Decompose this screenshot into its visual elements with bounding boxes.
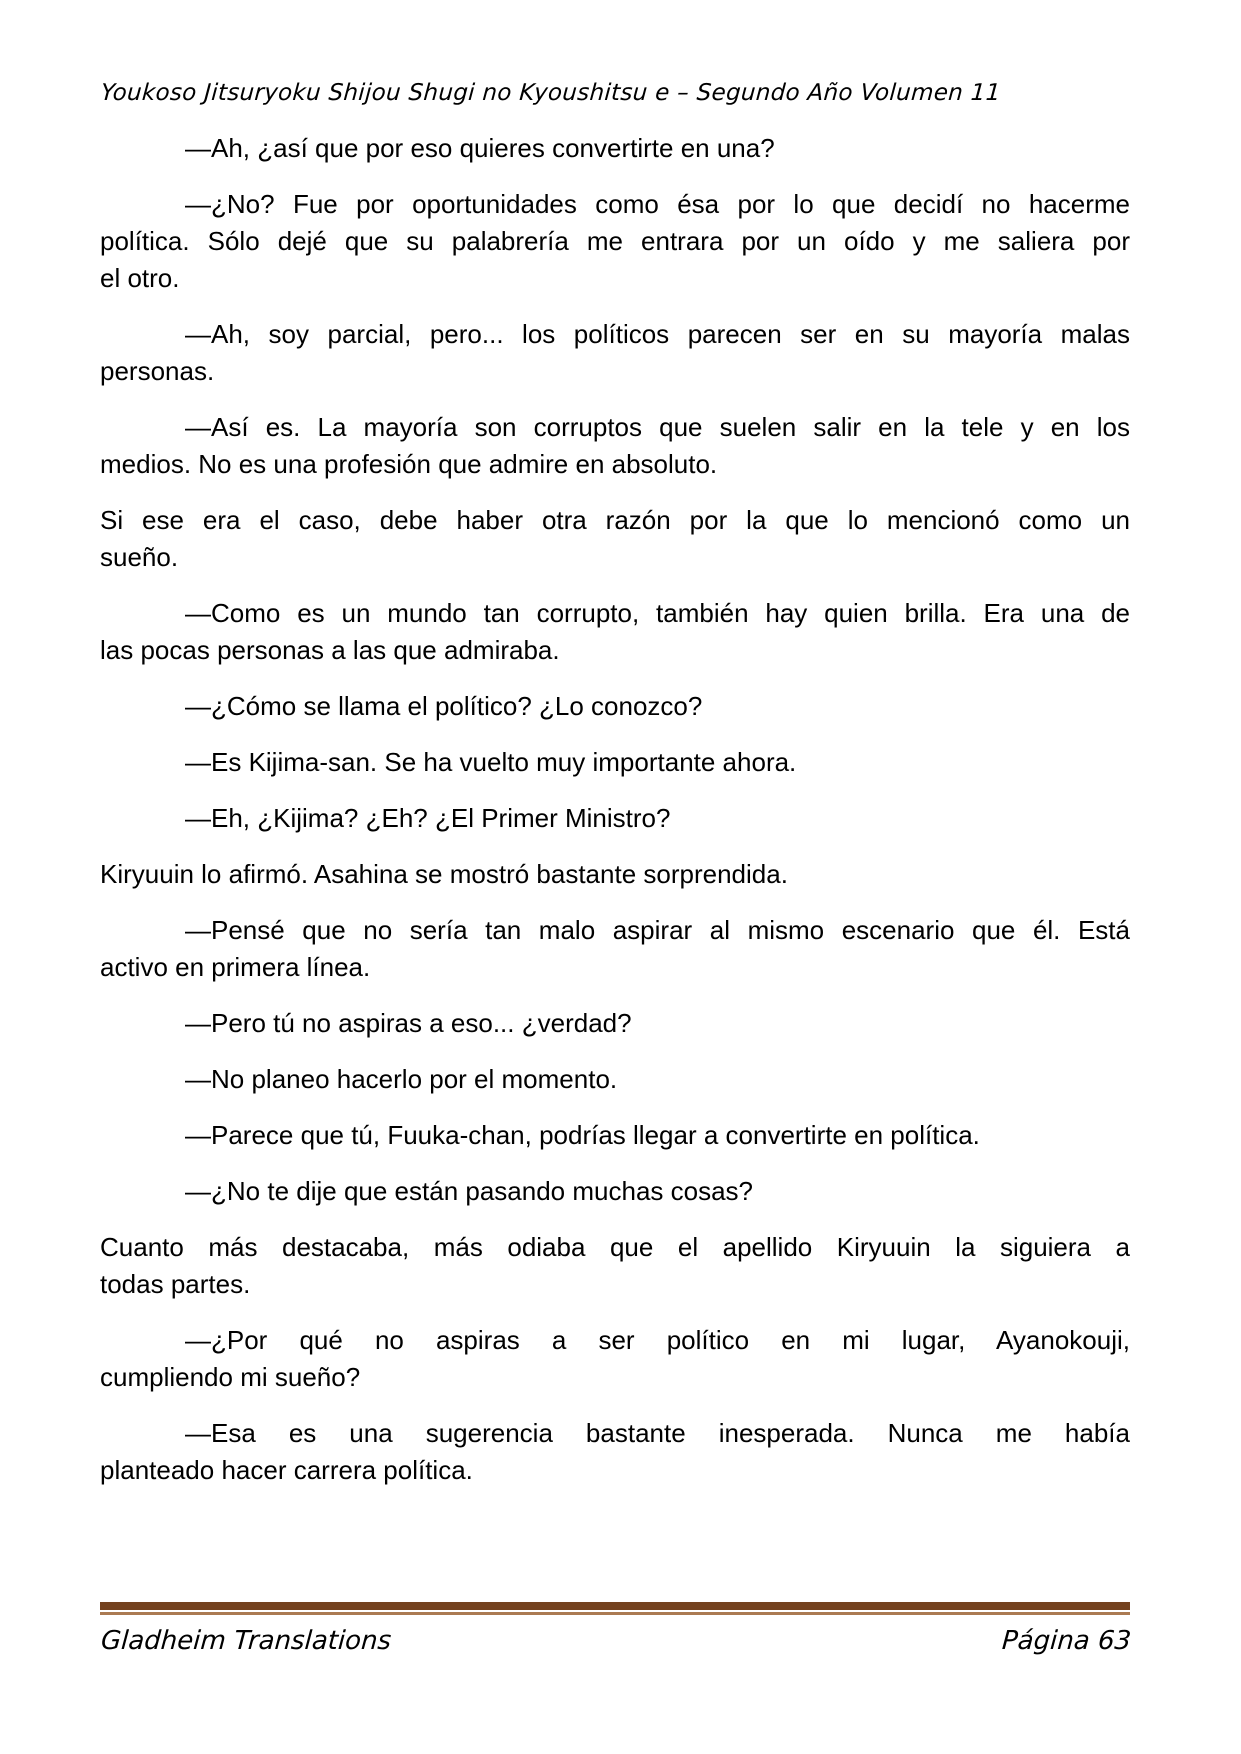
text-line: Cuanto más destacaba, más odiaba que el apellido Kiryuuin la siguiera a xyxy=(100,1232,1130,1262)
paragraph xyxy=(100,1061,1130,1098)
text-line: Kiryuuin lo afirmó. Asahina se mostró bastante sorprendida. xyxy=(100,859,788,889)
text-line: medios. No es una profesión que admire en absoluto. xyxy=(100,449,718,479)
footer-rule-thick xyxy=(100,1602,1130,1610)
text-line: —No planeo hacerlo por el momento. xyxy=(185,1064,618,1094)
paragraph xyxy=(100,1117,1130,1154)
paragraph xyxy=(100,1415,1130,1489)
paragraph xyxy=(100,1322,1130,1396)
text-line: Si ese era el caso, debe haber otra razón por la que lo mencionó como un xyxy=(100,505,1130,535)
paragraph xyxy=(100,1229,1130,1303)
text-line: —¿No? Fue por oportunidades como ésa por lo que decidí no hacerme xyxy=(185,189,1130,219)
text-line: —Ah, soy parcial, pero... los políticos parecen ser en su mayoría malas xyxy=(185,319,1130,349)
text-line: todas partes. xyxy=(100,1269,251,1299)
text-line: el otro. xyxy=(100,263,180,293)
paragraph xyxy=(100,856,1130,893)
text-line: —Pensé que no sería tan malo aspirar al mismo escenario que él. Está xyxy=(185,915,1130,945)
paragraph xyxy=(100,186,1130,297)
paragraph xyxy=(100,502,1130,576)
text-line: —Así es. La mayoría son corruptos que suelen salir en la tele y en los xyxy=(185,412,1130,442)
text-line: cumpliendo mi sueño? xyxy=(100,1362,361,1392)
footer-rule-thin xyxy=(100,1612,1130,1615)
text-line: —¿Cómo se llama el político? ¿Lo conozco? xyxy=(185,691,703,721)
text-line: política. Sólo dejé que su palabrería me entrara por un oído y me saliera por xyxy=(100,226,1130,256)
text-line: planteado hacer carrera política. xyxy=(100,1455,473,1485)
paragraph xyxy=(100,1173,1130,1210)
text-line: —Es Kijima-san. Se ha vuelto muy importante ahora. xyxy=(185,747,797,777)
paragraph xyxy=(100,1005,1130,1042)
page-header-title: Youkoso Jitsuryoku Shijou Shugi no Kyoushitsu e – Segundo Año Volumen 11 xyxy=(100,80,1002,106)
text-line: —¿No te dije que están pasando muchas cosas? xyxy=(185,1176,754,1206)
footer-page-number: Página 63 xyxy=(1000,1626,1133,1656)
paragraph xyxy=(100,688,1130,725)
text-line: personas. xyxy=(100,356,215,386)
paragraph xyxy=(100,316,1130,390)
text-line: sueño. xyxy=(100,542,179,572)
paragraph xyxy=(100,744,1130,781)
text-line: las pocas personas a las que admiraba. xyxy=(100,635,560,665)
text-line: —Parece que tú, Fuuka-chan, podrías llegar a convertirte en política. xyxy=(185,1120,980,1150)
page-footer xyxy=(100,1602,1133,1656)
body-text xyxy=(100,130,1130,1508)
paragraph xyxy=(100,130,1130,167)
text-line: —¿Por qué no aspiras a ser político en mi lugar, Ayanokouji, xyxy=(185,1325,1130,1355)
paragraph xyxy=(100,409,1130,483)
text-line: activo en primera línea. xyxy=(100,952,371,982)
text-line: —Eh, ¿Kijima? ¿Eh? ¿El Primer Ministro? xyxy=(185,803,671,833)
paragraph xyxy=(100,912,1130,986)
text-line: —Ah, ¿así que por eso quieres convertirte en una? xyxy=(185,133,775,163)
text-line: —Pero tú no aspiras a eso... ¿verdad? xyxy=(185,1008,632,1038)
paragraph xyxy=(100,800,1130,837)
paragraph xyxy=(100,595,1130,669)
text-line: —Esa es una sugerencia bastante inesperada. Nunca me había xyxy=(185,1418,1130,1448)
text-line: —Como es un mundo tan corrupto, también hay quien brilla. Era una de xyxy=(185,598,1130,628)
footer-translator-credit: Gladheim Translations xyxy=(100,1626,393,1656)
